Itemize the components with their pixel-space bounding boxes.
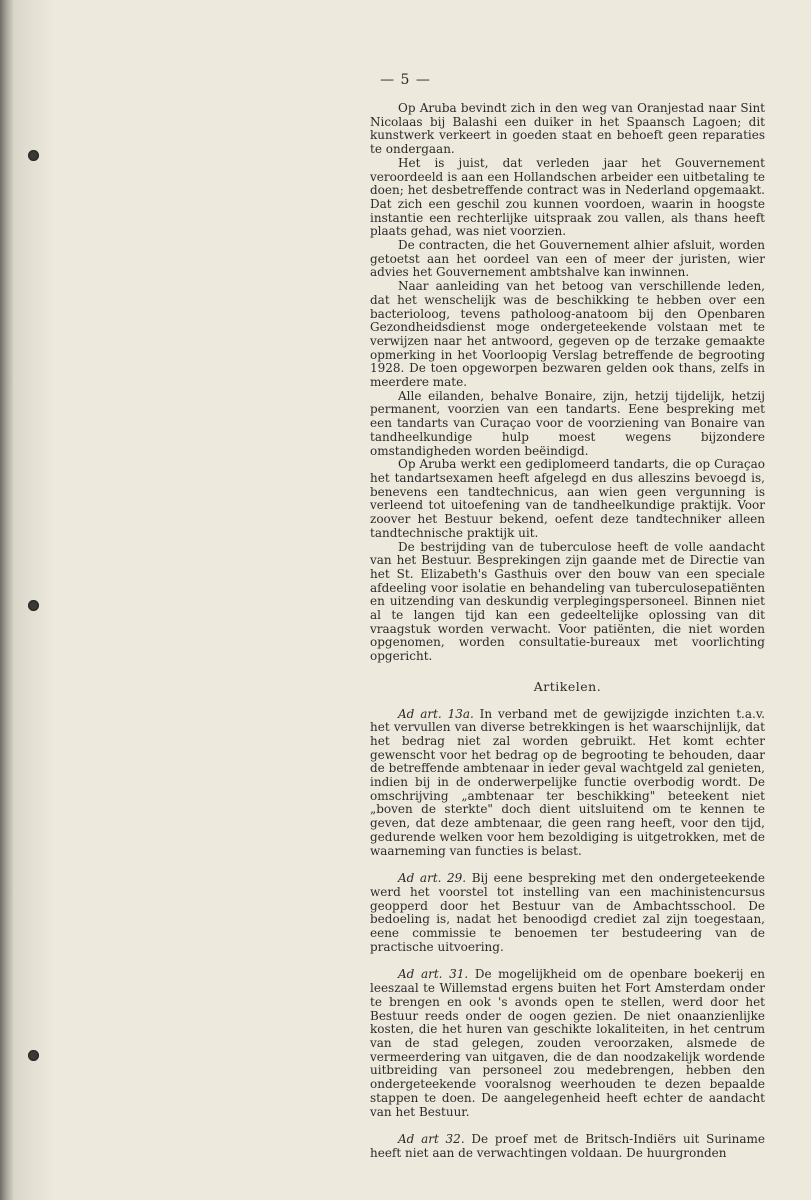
paragraph: Naar aanleiding van het betoog van verschillende leden, dat het wenschelijk was de beschikking te hebben over een bacterioloog, tevens patholoog-anatoom bij den Openbaren Gezondheidsdienst moge ondergeteekende volstaan met te verwijzen naar het antwoord, gegeven op de terzake gemaakte opmerking in het Voorloopig Verslag betreffende de begrooting 1928. De toen opgeworpen bezwaren gelden ook thans, zelfs in meerdere mate. xyxy=(370,279,765,390)
article-paragraph xyxy=(370,968,765,1119)
article-text: De mogelijkheid om de openbare boekerij en leeszaal te Willemstad ergens buiten het Fort Amsterdam onder te brengen en ook 's avonds open te stellen, werd door het Bestuur reeds onder de oogen gezien. De niet onaanzienlijke kosten, die het huren van geschikte lokaliteiten, in het centrum van de stad gelegen, zouden veroorzaken, alsmede de vermeerdering van uitgaven, die de dan noodzakelijk wordende uitbreiding van personeel zou medebrengen, hebben den ondergeteekende vooralsnog weerhouden te dezen bepaalde stappen te doen. De aangelegenheid heeft echter de aandacht van het Bestuur. xyxy=(370,967,765,1119)
article-text: Bij eene bespreking met den ondergeteekende werd het voorstel tot instelling van een machinistencursus geopperd door het Bestuur van de Ambachtsschool. De bedoeling is, nadat het benoodigd crediet zal zijn toegestaan, eene commissie te benoemen ter bestudeering van de practische uitvoering. xyxy=(370,871,765,954)
punch-hole xyxy=(28,1050,39,1061)
article-label: Ad art 32. xyxy=(398,1132,465,1147)
article-label: Ad art. 29. xyxy=(398,871,467,886)
punch-hole xyxy=(28,600,39,611)
paragraph: Alle eilanden, behalve Bonaire, zijn, hetzij tijdelijk, hetzij permanent, voorzien van een tandarts. Eene bespreking met een tandarts van Curaçao voor de voorziening van Bonaire van tandheelkundige hulp moest wegens bijzondere omstandigheden worden beëindigd. xyxy=(370,388,765,458)
section-heading: Artikelen. xyxy=(533,678,602,694)
page-number: — 5 — xyxy=(380,72,431,88)
article-text: In verband met de gewijzigde inzichten t.a.v. het vervullen van diverse betrekkingen is het waarschijnlijk, dat het bedrag niet zal worden gebruikt. Het komt echter gewenscht voor het bedrag op de begrooting te behouden, daar de betreffende ambtenaar in ieder geval wachtgeld zal genieten, indien bij in de onderwerpelijke functie overbodig wordt. De omschrijving „ambtenaar ter beschikking" beteekent niet „boven de sterkte" doch dient uitsluitend om te kennen te geven, dat deze ambtenaar, die geen rang heeft, voor den tijd, gedurende welken voor hem bezoldiging is uitgetrokken, met de waarneming van functies is belast. xyxy=(370,706,765,858)
document-body xyxy=(370,102,765,1161)
paragraph: De bestrijding van de tuberculose heeft de volle aandacht van het Bestuur. Besprekingen zijn gaande met de Directie van het St. Elizabeth's Gasthuis over den bouw van een speciale afdeeling voor isolatie en behandeling van tuberculosepatiënten en uitzending van deskundig verplegingspersoneel. Binnen niet al te langen tijd kan een gedeeltelijke oplossing van dit vraagstuk worden verwacht. Voor patiënten, die niet worden opgenomen, worden consultatie-bureaux met voorlichting opgericht. xyxy=(370,539,765,664)
article-label: Ad art. 13a. xyxy=(398,706,474,721)
scan-edge xyxy=(0,0,14,1200)
paragraph: Het is juist, dat verleden jaar het Gouvernement veroordeeld is aan een Hollandschen arbeider een uitbetaling te doen; het desbetreffende contract was in Nederland opgemaakt. Dat zich een geschil zou kunnen voordoen, waarin in hoogste instantie een rechterlijke uitspraak zou vallen, als thans heeft plaats gehad, was niet voorzien. xyxy=(370,155,765,239)
paragraph: De contracten, die het Gouvernement alhier afsluit, worden getoetst aan het oordeel van een of meer der juristen, wier advies het Gouvernement ambtshalve kan inwinnen. xyxy=(370,238,765,280)
article-paragraph xyxy=(370,872,765,954)
article-label: Ad art. 31. xyxy=(398,967,469,982)
article-text: De proef met de Britsch-Indiërs uit Suriname heeft niet aan de verwachtingen voldaan. De huurgronden xyxy=(370,1132,765,1160)
article-paragraph xyxy=(370,708,765,859)
article-paragraph xyxy=(370,1133,765,1160)
paragraph: Op Aruba bevindt zich in den weg van Oranjestad naar Sint Nicolaas bij Balashi een duiker in het Spaansch Lagoen; dit kunstwerk verkeert in goeden staat en behoeft geen reparaties te ondergaan. xyxy=(370,101,765,157)
paragraph: Op Aruba werkt een gediplomeerd tandarts, die op Curaçao het tandartsexamen heeft afgelegd en dus alleszins bevoegd is, benevens een tandtechnicus, aan wien geen vergunning is verleend tot uitoefening van de tandheelkundige praktijk. Voor zoover het Bestuur bekend, oefent deze tandtechniker alleen tandtechnische praktijk uit. xyxy=(370,457,765,540)
punch-hole xyxy=(28,150,39,161)
